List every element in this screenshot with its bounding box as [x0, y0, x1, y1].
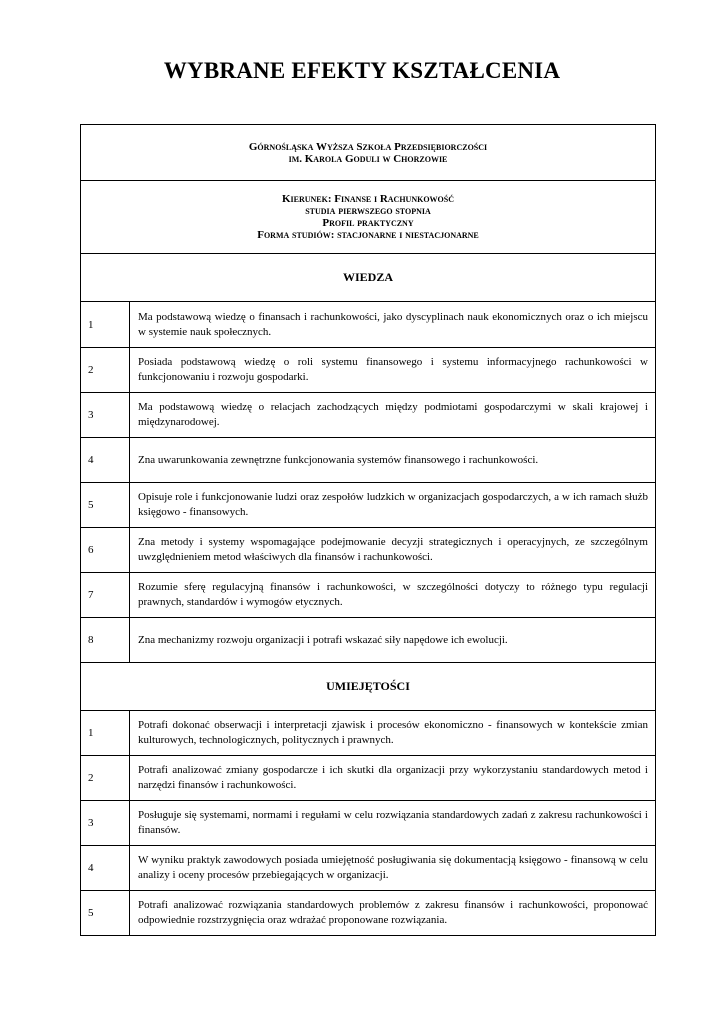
table-row: [81, 438, 656, 483]
outcome-number: 5: [81, 891, 130, 936]
institution-location: im. Karola Goduli w Chorzowie: [288, 152, 448, 165]
section-heading-wiedza: WIEDZA: [81, 254, 656, 302]
table-row: [81, 618, 656, 663]
outcome-number: 5: [81, 483, 130, 528]
page-title: WYBRANE EFEKTY KSZTAŁCENIA: [163, 58, 561, 83]
section-heading-umiejetnosci: UMIEJĘTOŚCI: [81, 663, 656, 711]
outcome-number: 4: [81, 846, 130, 891]
outcome-number: 6: [81, 528, 130, 573]
outcome-text: Ma podstawową wiedzę o finansach i rachunkowości, jako dyscyplinach nauk ekonomicznych oraz o ich miejscu w systemie nauk społecznych.: [130, 302, 656, 348]
outcome-text: Potrafi dokonać obserwacji i interpretacji zjawisk i procesów ekonomiczno - finansowych w kontekście zmian kulturowych, technologicznych, politycznych i prawnych.: [130, 711, 656, 756]
table-row: [81, 528, 656, 573]
outcome-number: 3: [81, 393, 130, 438]
outcome-number: 7: [81, 573, 130, 618]
outcome-text: Zna metody i systemy wspomagające podejmowanie decyzji strategicznych i operacyjnych, ze szczególnym uwzględnieniem metod właściwych dla finansów i rachunkowości.: [130, 528, 656, 573]
institution-name: Górnośląska Wyższa Szkoła Przedsiębiorczości: [248, 140, 488, 153]
table-row: [81, 711, 656, 756]
outcome-text: Potrafi analizować rozwiązania standardowych problemów z zakresu finansów i rachunkowości, proponować odpowiednie rozstrzygnięcia oraz wdrażać proponowane rozwiązania.: [130, 891, 656, 936]
outcome-number: 1: [81, 711, 130, 756]
table-row: [81, 348, 656, 393]
table-row: [81, 891, 656, 936]
outcome-text: Potrafi analizować zmiany gospodarcze i ich skutki dla organizacji przy wykorzystaniu standardowych metod i narzędzi finansów i rachunkowości.: [130, 756, 656, 801]
program-profile: Profil praktyczny: [322, 217, 414, 229]
outcome-text: Posiada podstawową wiedzę o roli systemu finansowego i systemu informacyjnego rachunkowości w funkcjonowaniu i rozwoju gospodarki.: [130, 348, 656, 393]
outcome-text: W wyniku praktyk zawodowych posiada umiejętność posługiwania się dokumentacją księgowo - finansową w celu analizy i oceny procesów przebiegających w organizacji.: [130, 846, 656, 891]
learning-outcomes-table: [80, 124, 656, 936]
outcome-text: Zna uwarunkowania zewnętrzne funkcjonowania systemów finansowego i rachunkowości.: [130, 438, 656, 483]
program-study-mode: Forma studiów: stacjonarne i niestacjonarne: [257, 229, 479, 241]
program-header: [81, 181, 656, 254]
table-row: [81, 573, 656, 618]
program-level: studia pierwszego stopnia: [305, 205, 431, 217]
outcome-number: 2: [81, 348, 130, 393]
outcome-text: Ma podstawową wiedzę o relacjach zachodzących między podmiotami gospodarczymi w skali krajowej i międzynarodowej.: [130, 393, 656, 438]
outcome-text: Zna mechanizmy rozwoju organizacji i potrafi wskazać siły napędowe ich ewolucji.: [130, 618, 656, 663]
table-row: [81, 756, 656, 801]
table-row: [81, 393, 656, 438]
institution-header: [81, 125, 656, 181]
outcome-number: 3: [81, 801, 130, 846]
table-row: [81, 302, 656, 348]
outcome-number: 2: [81, 756, 130, 801]
table-row: [81, 846, 656, 891]
outcome-text: Rozumie sferę regulacyjną finansów i rachunkowości, w szczególności dotyczy to różnego typu regulacji prawnych, standardów i wymogów etycznych.: [130, 573, 656, 618]
outcome-number: 1: [81, 302, 130, 348]
outcome-text: Posługuje się systemami, normami i regułami w celu rozwiązania standardowych zadań z zakresu rachunkowości i finansów.: [130, 801, 656, 846]
outcome-text: Opisuje role i funkcjonowanie ludzi oraz zespołów ludzkich w organizacjach gospodarczych, a w ich ramach służb księgowo - finansowych.: [130, 483, 656, 528]
outcome-number: 4: [81, 438, 130, 483]
program-field: Kierunek: Finanse i Rachunkowość: [281, 193, 455, 205]
table-row: [81, 483, 656, 528]
outcome-number: 8: [81, 618, 130, 663]
table-row: [81, 801, 656, 846]
